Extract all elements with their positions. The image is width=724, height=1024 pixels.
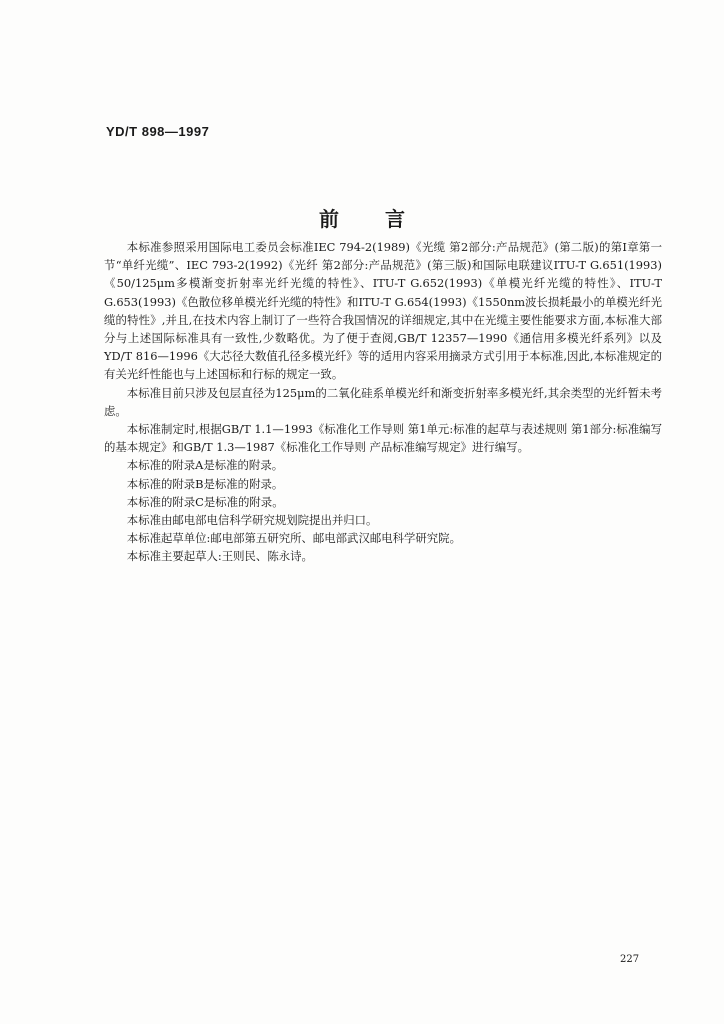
foreword-body xyxy=(104,238,662,566)
paragraph-adoption: 本标准参照采用国际电工委员会标准IEC 794-2(1989)《光缆 第2部分:产品规范》(第二版)的第Ⅰ章第一节“单纤光缆”、IEC 793-2(1992)《光纤 第2部分:产品规范》(第三版)和国际电联建议ITU-T G.651(1993)《50/125μm多模渐变折射率光纤光缆的特性》、ITU-T G.652(1993)《单模光纤光缆的特性》、ITU-T G.653(1993)《色散位移单模光纤光缆的特性》和ITU-T G.654(1993)《1550nm波长损耗最小的单模光纤光缆的特性》,并且,在技术内容上制订了一些符合我国情况的详细规定,其中在光缆主要性能要求方面,本标准大部分与上述国际标准具有一致性,少数略优。为了便于查阅,GB/T 12357—1990《通信用多模光纤系列》以及YD/T 816—1996《大芯径大数值孔径多模光纤》等的适用内容采用摘录方式引用于本标准,因此,本标准规定的有关光纤性能也与上述国标和行标的规定一致。 xyxy=(104,240,662,382)
paragraph-appendix-a: 本标准的附录A是标准的附录。 xyxy=(126,458,284,473)
paragraph-scope: 本标准目前只涉及包层直径为125μm的二氧化硅系单模光纤和渐变折射率多模光纤,其余类型的光纤暂未考虑。 xyxy=(104,385,662,418)
paragraph-appendix-b: 本标准的附录B是标准的附录。 xyxy=(126,476,284,491)
page-number: 227 xyxy=(620,954,640,965)
paragraph-drafting-basis: 本标准制定时,根据GB/T 1.1—1993《标准化工作导则 第1单元:标准的起草与表述规则 第1部分:标准编写的基本规定》和GB/T 1.3—1987《标准化工作导则 产品标准编写规定》进行编写。 xyxy=(104,422,662,455)
page-title: 前言 xyxy=(319,207,451,231)
paragraph-drafters: 本标准主要起草人:王则民、陈永诗。 xyxy=(126,549,313,564)
standard-code-header: YD/T 898—1997 xyxy=(106,124,210,139)
paragraph-proposer: 本标准由邮电部电信科学研究规划院提出并归口。 xyxy=(126,513,378,528)
paragraph-drafting-units: 本标准起草单位:邮电部第五研究所、邮电部武汉邮电科学研究院。 xyxy=(126,531,461,546)
paragraph-appendix-c: 本标准的附录C是标准的附录。 xyxy=(126,494,284,509)
